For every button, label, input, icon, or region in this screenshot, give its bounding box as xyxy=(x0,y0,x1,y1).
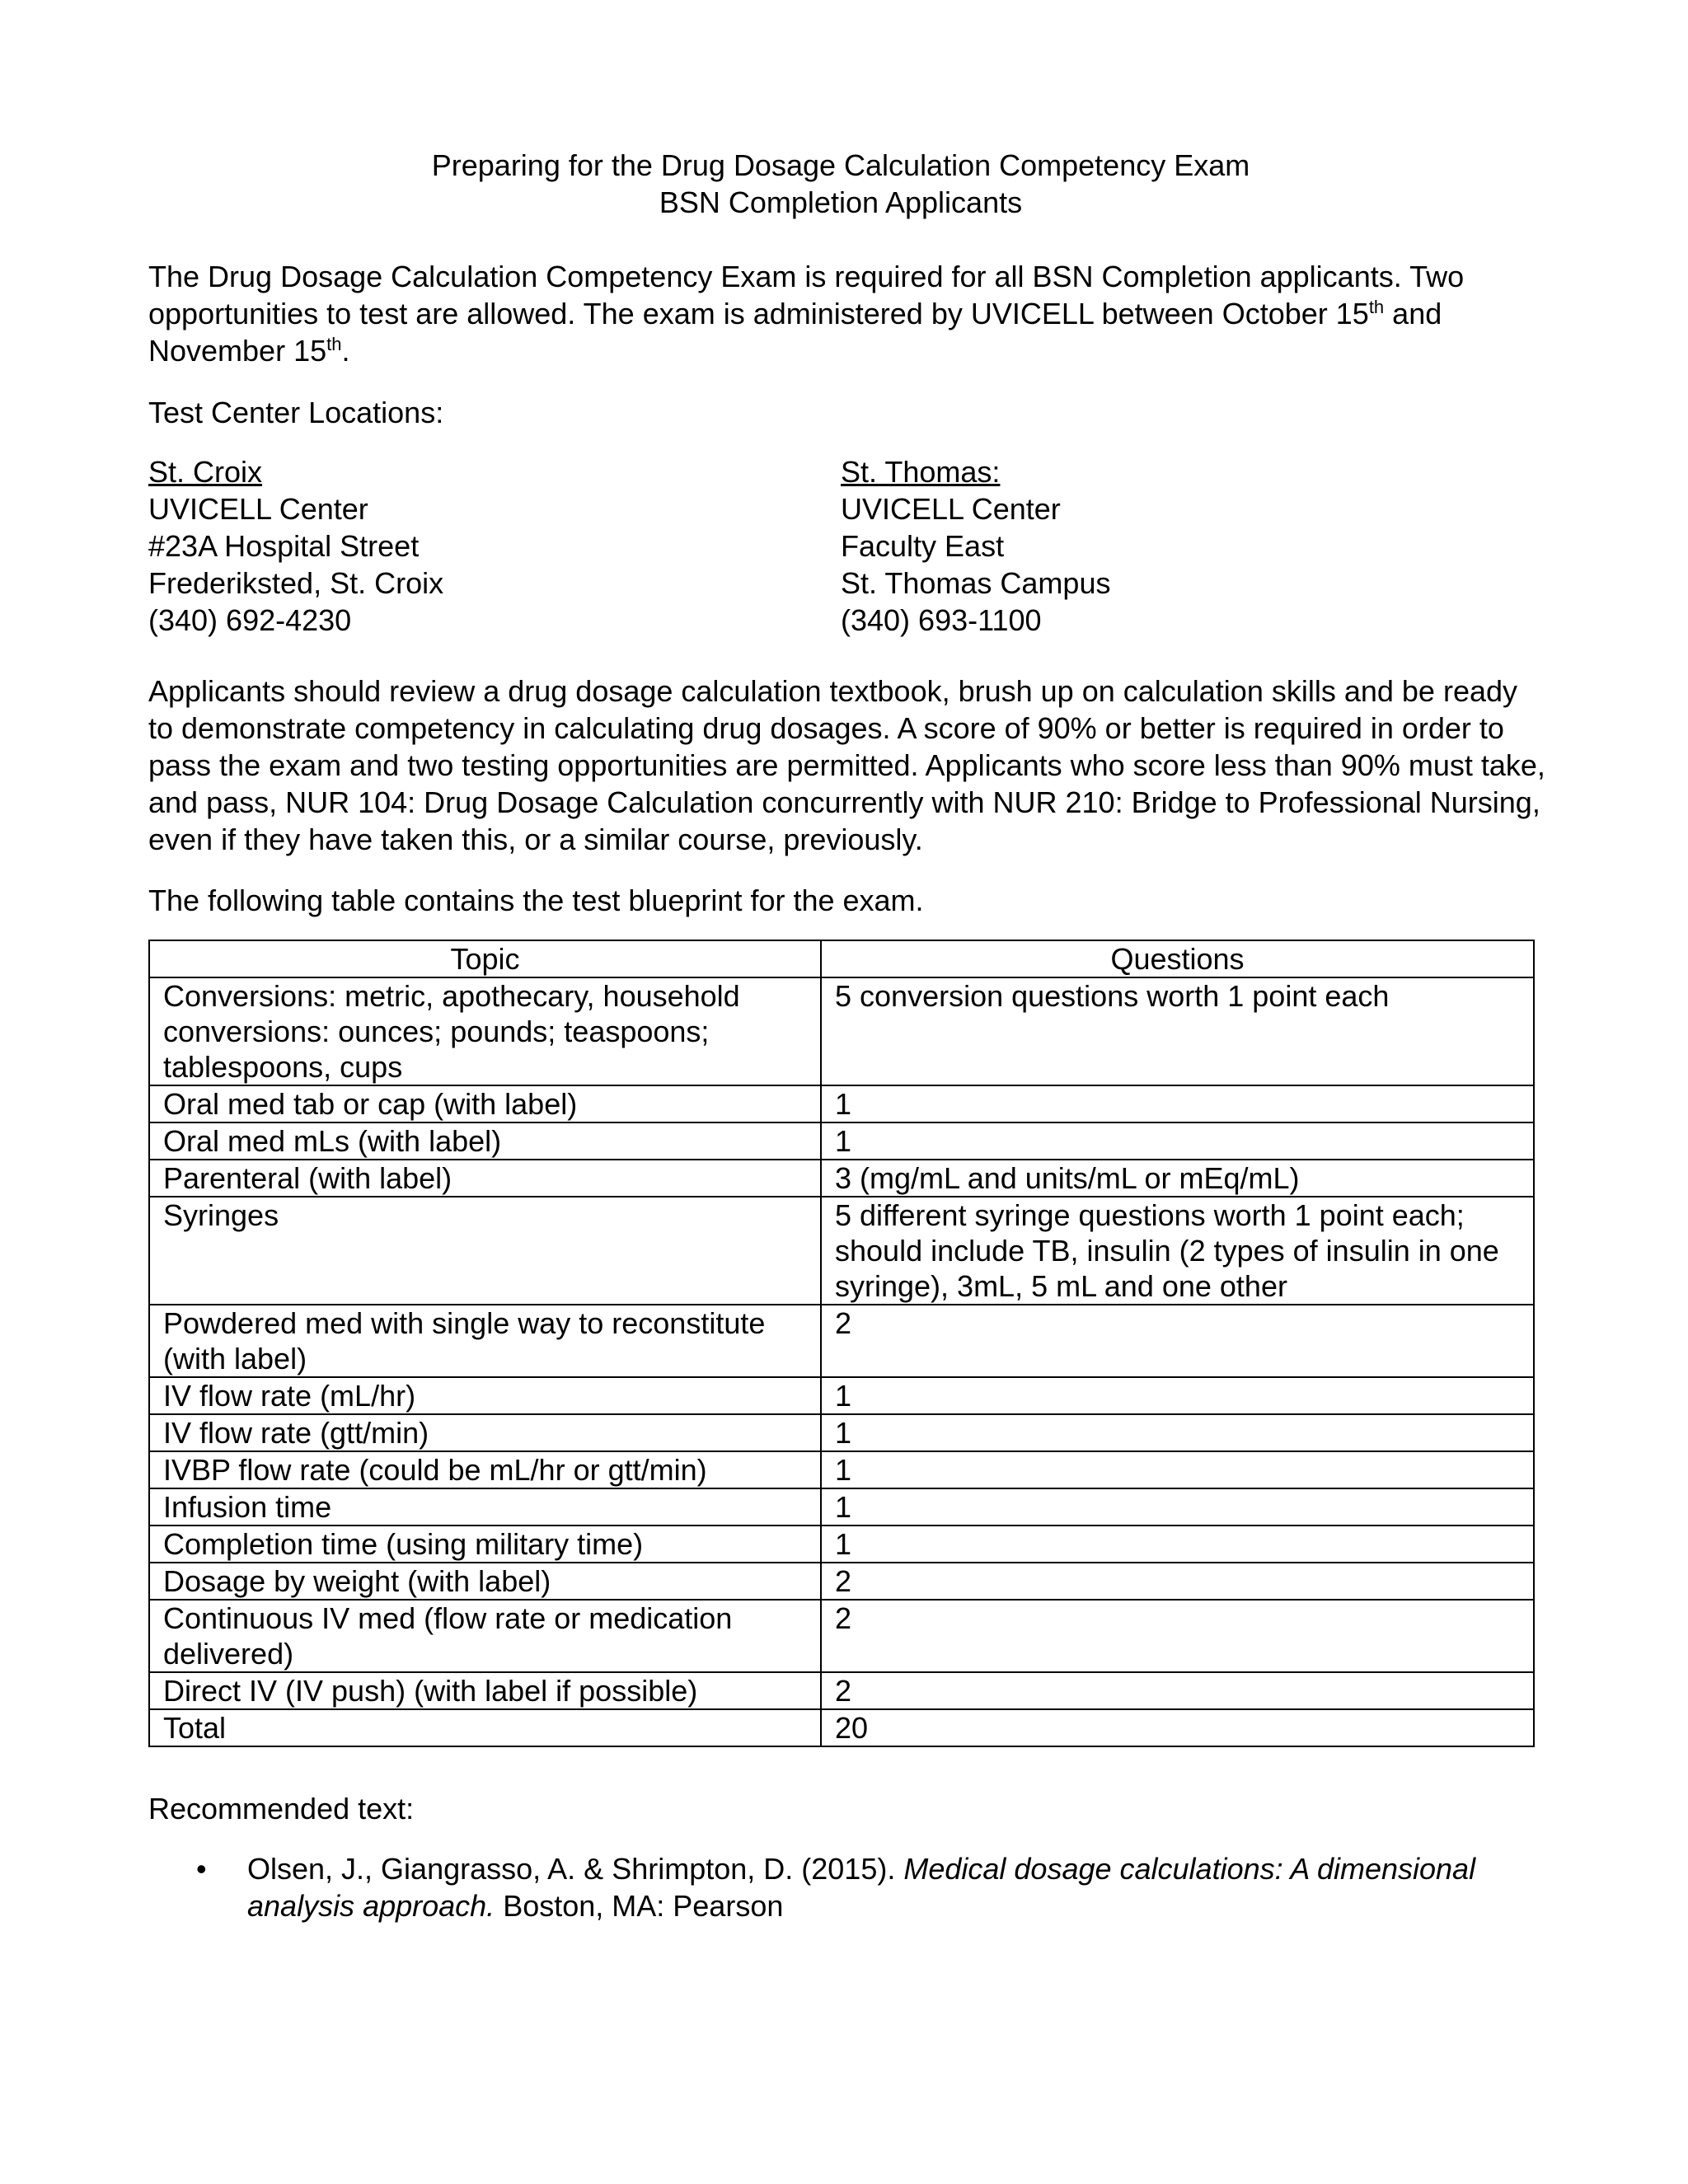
citation-text xyxy=(247,1850,1533,1924)
location-st-croix xyxy=(148,453,725,639)
citation-list-item xyxy=(148,1850,1550,1924)
table-row xyxy=(149,1414,1534,1451)
intro-text-1: The Drug Dosage Calculation Competency Exam is required for all BSN Completion applicants. Two opportunities to test are allowed. The exam is administered by UVICELL between October 15 xyxy=(148,260,1465,330)
location-name: St. Croix xyxy=(148,455,263,489)
table-row xyxy=(149,1563,1534,1600)
intro-text-2: and November 15 xyxy=(148,297,1442,368)
location-phone: (340) 693-1100 xyxy=(841,603,1042,637)
topic-cell: Infusion time xyxy=(149,1488,821,1526)
header-questions: Questions xyxy=(821,940,1534,977)
questions-cell: 2 xyxy=(821,1305,1534,1377)
location-name: St. Thomas: xyxy=(841,455,1001,489)
questions-cell: 20 xyxy=(821,1709,1534,1746)
bullet-icon: • xyxy=(196,1852,207,1886)
table-row xyxy=(149,1197,1534,1305)
table-row xyxy=(149,1122,1534,1160)
topic-cell: Oral med tab or cap (with label) xyxy=(149,1085,821,1122)
location-phone: (340) 692-4230 xyxy=(148,603,352,637)
topic-cell: Dosage by weight (with label) xyxy=(149,1563,821,1600)
location-line: Faculty East xyxy=(841,529,1005,563)
questions-cell: 1 xyxy=(821,1085,1534,1122)
location-st-thomas xyxy=(841,453,1418,639)
table-row xyxy=(149,1600,1534,1672)
questions-cell: 1 xyxy=(821,1377,1534,1414)
intro-sup-2: th xyxy=(326,334,342,354)
location-line: UVICELL Center xyxy=(841,492,1061,526)
questions-cell: 5 different syringe questions worth 1 point each; should include TB, insulin (2 types of insulin in one syringe), 3mL, 5 mL and one other xyxy=(821,1197,1534,1305)
title-line-2: BSN Completion Applicants xyxy=(659,185,1023,219)
topic-cell: IVBP flow rate (could be mL/hr or gtt/min) xyxy=(149,1451,821,1488)
questions-cell: 1 xyxy=(821,1122,1534,1160)
topic-cell: IV flow rate (gtt/min) xyxy=(149,1414,821,1451)
recommended-heading: Recommended text: xyxy=(148,1792,415,1825)
title-line-1: Preparing for the Drug Dosage Calculation Competency Exam xyxy=(431,148,1250,182)
table-row xyxy=(149,1526,1534,1563)
questions-cell: 5 conversion questions worth 1 point each xyxy=(821,977,1534,1085)
table-body xyxy=(149,977,1534,1746)
header-topic: Topic xyxy=(149,940,821,977)
table-row xyxy=(149,1085,1534,1122)
table-row xyxy=(149,1305,1534,1377)
questions-cell: 1 xyxy=(821,1414,1534,1451)
topic-cell: Powdered med with single way to reconstitute (with label) xyxy=(149,1305,821,1377)
table-row xyxy=(149,1451,1534,1488)
questions-cell: 2 xyxy=(821,1672,1534,1709)
table-row xyxy=(149,1709,1534,1746)
table-row xyxy=(149,977,1534,1085)
topic-cell: Direct IV (IV push) (with label if possible) xyxy=(149,1672,821,1709)
questions-cell: 2 xyxy=(821,1563,1534,1600)
topic-cell: Parenteral (with label) xyxy=(149,1160,821,1197)
location-line: Frederiksted, St. Croix xyxy=(148,566,444,600)
citation-title: Medical dosage calculations: A dimensional analysis approach. xyxy=(247,1852,1476,1923)
questions-cell: 2 xyxy=(821,1600,1534,1672)
questions-cell: 1 xyxy=(821,1488,1534,1526)
topic-cell: Total xyxy=(149,1709,821,1746)
citation-publisher: Boston, MA: Pearson xyxy=(495,1889,784,1923)
citation-authors: Olsen, J., Giangrasso, A. & Shrimpton, D. (2015). xyxy=(247,1852,904,1886)
location-line: #23A Hospital Street xyxy=(148,529,420,563)
document-title xyxy=(148,147,1533,221)
topic-cell: Continuous IV med (flow rate or medication delivered) xyxy=(149,1600,821,1672)
review-paragraph: Applicants should review a drug dosage calculation textbook, brush up on calculation skills and be ready to demonstrate competency in calculating drug dosages. A score of 90% or better is required in order to pass the exam and two testing opportunities are permitted. Applicants who score less than 90% must take, and pass, NUR 104: Drug Dosage Calculation concurrently with NUR 210: Bridge to Professional Nursing, even if they have taken this, or a similar course, previously. xyxy=(148,674,1545,856)
topic-cell: Completion time (using military time) xyxy=(149,1526,821,1563)
table-row xyxy=(149,1377,1534,1414)
table-row xyxy=(149,1488,1534,1526)
table-row xyxy=(149,1672,1534,1709)
table-intro: The following table contains the test blueprint for the exam. xyxy=(148,883,924,917)
location-line: St. Thomas Campus xyxy=(841,566,1111,600)
topic-cell: Oral med mLs (with label) xyxy=(149,1122,821,1160)
questions-cell: 1 xyxy=(821,1451,1534,1488)
intro-paragraph xyxy=(148,258,1541,369)
intro-text-3: . xyxy=(341,334,350,368)
topic-cell: Conversions: metric, apothecary, household conversions: ounces; pounds; teaspoons; tablespoons, cups xyxy=(149,977,821,1085)
blueprint-table xyxy=(148,940,1535,1747)
questions-cell: 3 (mg/mL and units/mL or mEq/mL) xyxy=(821,1160,1534,1197)
questions-cell: 1 xyxy=(821,1526,1534,1563)
test-center-heading: Test Center Locations: xyxy=(148,396,444,429)
topic-cell: Syringes xyxy=(149,1197,821,1305)
table-header-row xyxy=(149,940,1534,977)
location-line: UVICELL Center xyxy=(148,492,368,526)
intro-sup-1: th xyxy=(1368,297,1385,317)
table-row xyxy=(149,1160,1534,1197)
topic-cell: IV flow rate (mL/hr) xyxy=(149,1377,821,1414)
